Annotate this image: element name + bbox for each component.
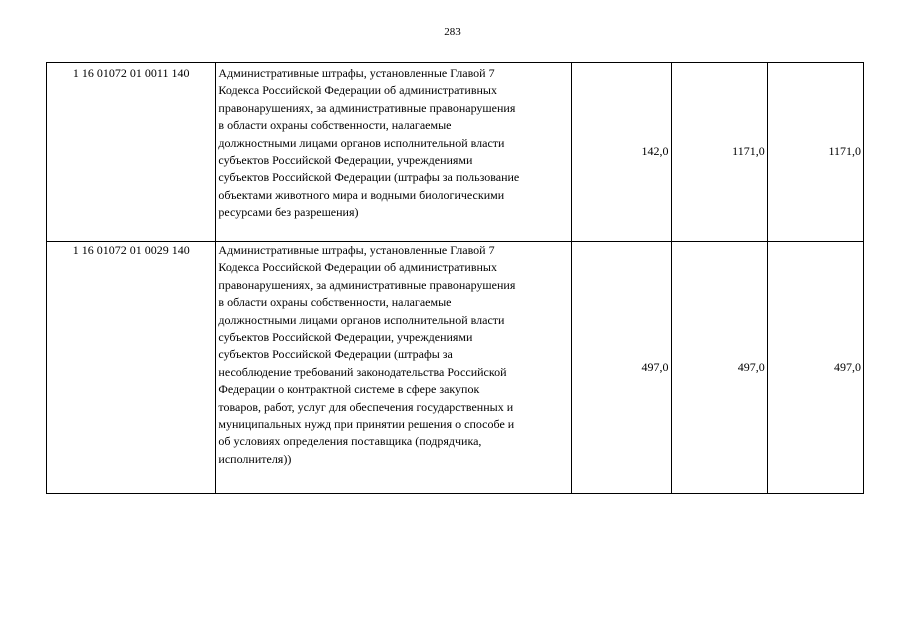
amount-cell-3: 1171,0 (767, 63, 863, 242)
description-line: объектами животного мира и водными биологическими (218, 187, 505, 202)
description-line: несоблюдение требований законодательства Российской (218, 364, 507, 379)
description-cell (216, 63, 572, 242)
description-line: Административные штрафы, установленные Главой 7 (218, 243, 495, 257)
description-line: Кодекса Российской Федерации об административных (218, 260, 497, 275)
description-line: об условиях определения поставщика (подрядчика, (218, 434, 482, 449)
description-line: субъектов Российской Федерации, учреждениями (218, 330, 473, 345)
description-line: правонарушениях, за административные правонарушения (218, 100, 516, 115)
description-line: в области охраны собственности, налагаемые (218, 118, 452, 133)
page-number: 283 (444, 26, 461, 38)
description-line: должностными лицами органов исполнительной власти (218, 312, 505, 327)
description-cell (216, 242, 572, 494)
table-row (47, 242, 864, 494)
description-line: Федерации о контрактной системе в сфере закупок (218, 382, 480, 397)
amount-cell-2: 497,0 (671, 242, 767, 494)
budget-code-cell: 1 16 01072 01 0011 140 (47, 63, 216, 242)
amount-cell-3: 497,0 (767, 242, 863, 494)
description-line: Административные штрафы, установленные Главой 7 (218, 66, 495, 80)
description-line: субъектов Российской Федерации, учреждениями (218, 153, 473, 168)
amount-cell-1: 142,0 (572, 63, 671, 242)
description-line: должностными лицами органов исполнительной власти (218, 135, 505, 150)
description-line: ресурсами без разрешения) (218, 205, 359, 220)
table-row (47, 63, 864, 242)
description-line: правонарушениях, за административные правонарушения (218, 277, 516, 292)
description-line: субъектов Российской Федерации (штрафы за пользование (218, 170, 520, 185)
description-line: товаров, работ, услуг для обеспечения государственных и (218, 399, 514, 414)
description-line: муниципальных нужд при принятии решения о способе и (218, 417, 515, 432)
budget-code-cell: 1 16 01072 01 0029 140 (47, 242, 216, 494)
budget-table (46, 62, 864, 494)
description-line: исполнителя)) (218, 451, 292, 466)
amount-cell-1: 497,0 (572, 242, 671, 494)
description-line: в области охраны собственности, налагаемые (218, 295, 452, 310)
description-line: Кодекса Российской Федерации об административных (218, 83, 497, 98)
amount-cell-2: 1171,0 (671, 63, 767, 242)
description-line: субъектов Российской Федерации (штрафы за (218, 347, 453, 362)
